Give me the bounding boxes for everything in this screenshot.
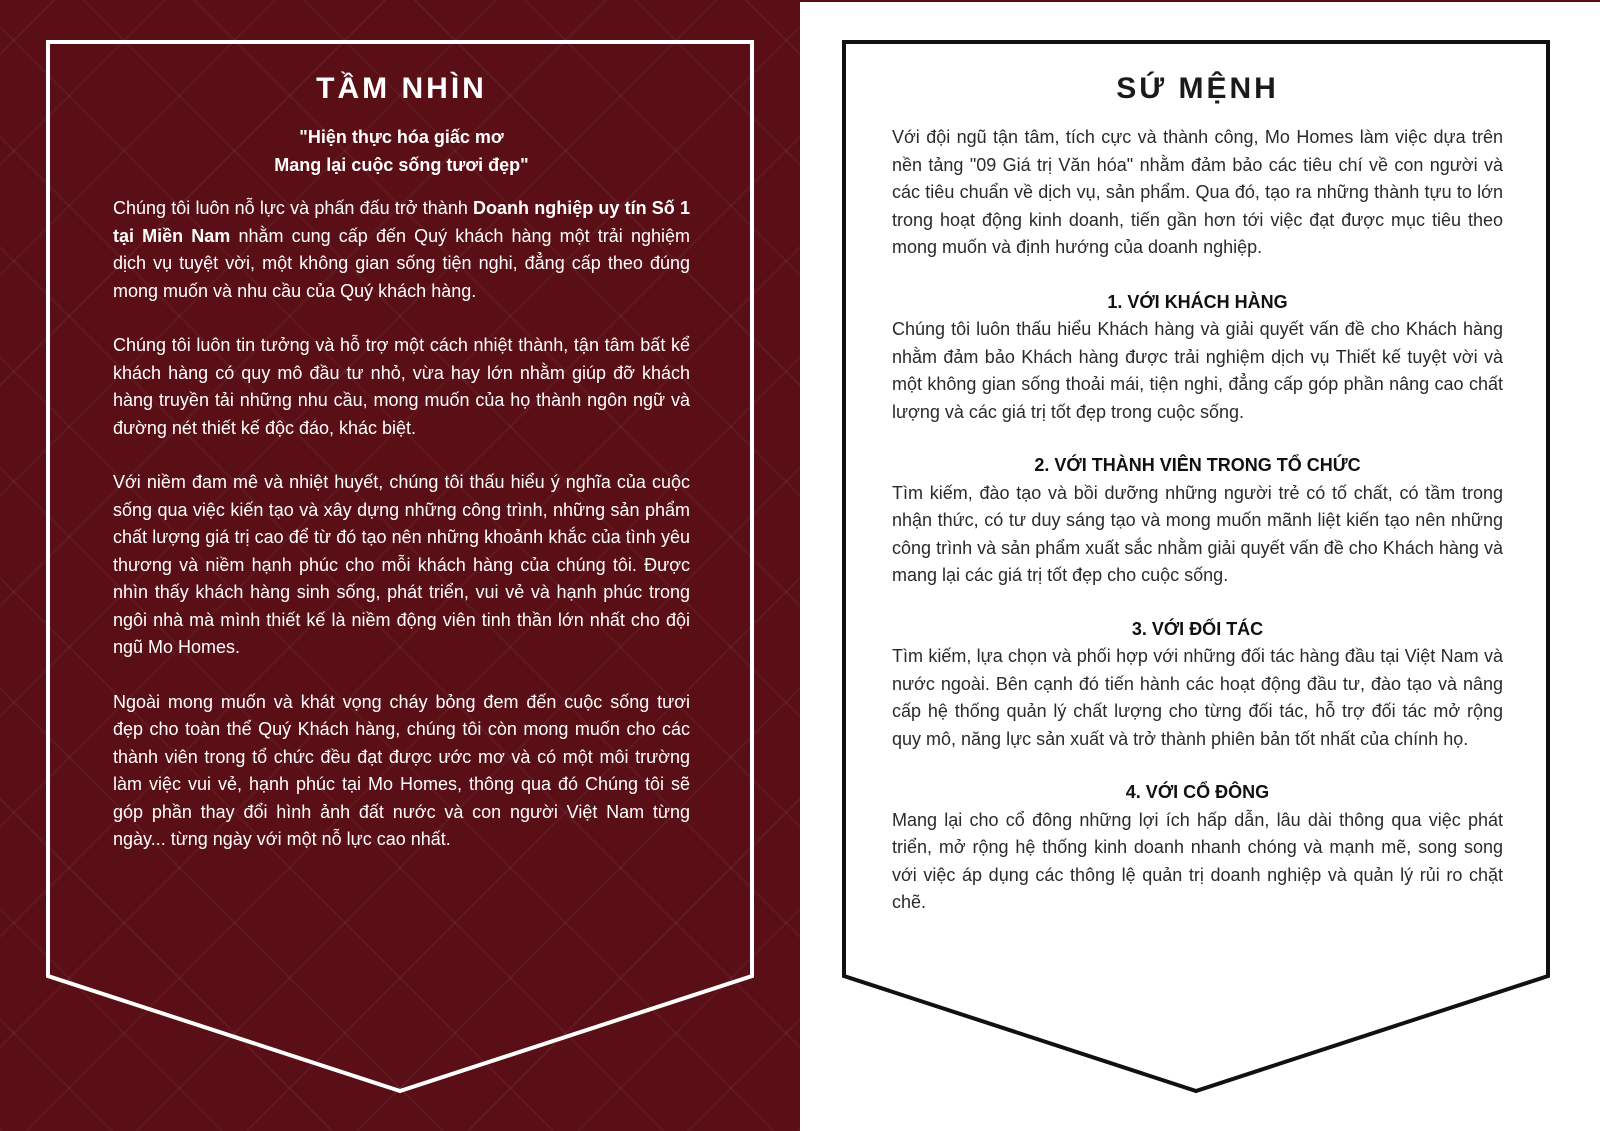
vision-content [113,72,690,881]
mission-section-partners [892,616,1503,754]
vision-quote-line1: "Hiện thực hóa giấc mơ [299,127,504,147]
mission-section-text: Mang lại cho cổ đông những lợi ích hấp dẫn, lâu dài thông qua việc phát triển, mở rộng hệ thống kinh doanh nhanh chóng và mạnh mẽ, song song với việc áp dụng các thông lệ quản trị doanh nghiệp và quản lý rủi ro chặt chẽ. [892,809,1503,912]
mission-section-text: Tìm kiếm, đào tạo và bồi dưỡng những người trẻ có tố chất, có tầm trong nhận thức, có tư duy sáng tạo và mong muốn mãnh liệt kiến tạo nên những công trình và sản phẩm xuất sắc nhằm giải quyết vấn đề cho Khách hàng và mang lại các giá trị tốt đẹp cho cuộc sống. [892,482,1503,585]
vision-title: TẦM NHÌN [316,72,487,105]
mission-section-title: 1. VỚI KHÁCH HÀNG [1107,291,1288,312]
vision-p1-text-end: nhằm cung cấp đến Quý khách hàng một trải nghiệm dịch vụ tuyệt vời, một không gian sống tiện nghi, đẳng cấp theo đúng mong muốn và nhu cầu của Quý khách hàng. [113,225,690,301]
mission-section-title: 2. VỚI THÀNH VIÊN TRONG TỔ CHỨC [1034,455,1361,475]
vision-quote [113,124,690,179]
vision-paragraph-1 [113,195,690,305]
vision-quote-line2: Mang lại cuộc sống tươi đẹp" [274,154,529,175]
mission-intro: Với đội ngũ tận tâm, tích cực và thành công, Mo Homes làm việc dựa trên nền tảng "09 Giá trị Văn hóa" nhằm đảm bảo các tiêu chí về con người và các tiêu chuẩn về dịch vụ, sản phẩm. Qua đó, tạo ra những thành tựu to lớn trong hoạt động kinh doanh, tiến gần hơn tới việc đạt được mục tiêu theo mong muốn và định hướng của doanh nghiệp. [892,127,1503,257]
mission-section-title: 4. VỚI CỔ ĐÔNG [1125,782,1270,802]
vision-p1-highlight: Doanh nghiệp uy tín Số 1 tại Miền Nam [113,198,691,246]
mission-section-text: Tìm kiếm, lựa chọn và phối hợp với những đối tác hàng đầu tại Việt Nam và nước ngoài. Bên cạnh đó tiến hành các hoạt động đầu tư, đào tạo và nâng cấp hệ thống quản lý chất lượng cho từng đối tác, hỗ trợ đối tác mở rộng quy mô, năng lực sản xuất và trở thành phiên bản tốt nhất của chính họ. [892,646,1503,749]
vision-paragraph-2: Chúng tôi luôn tin tưởng và hỗ trợ một cách nhiệt thành, tận tâm bất kể khách hàng có quy mô đầu tư nhỏ, vừa hay lớn nhằm giúp đỡ khách hàng truyền tải những nhu cầu, mong muốn của họ thành ngôn ngữ và đường nét thiết kế độc đáo, khác biệt. [113,335,690,438]
mission-section-customers [892,289,1503,427]
vision-paragraph-4: Ngoài mong muốn và khát vọng cháy bỏng đem đến cuộc sống tươi đẹp cho toàn thể Quý Khách hàng, chúng tôi còn mong muốn cho các thành viên trong tổ chức đều đạt được ước mơ và có một môi trường làm việc vui vẻ, hạnh phúc tại Mo Homes, thông qua đó Chúng tôi sẽ góp phần thay đổi hình ảnh đất nước và con người Việt Nam từng ngày... từng ngày với một nỗ lực cao nhất. [113,691,690,849]
vision-p1-text: Chúng tôi luôn nỗ lực và phấn đấu trở thành [113,198,474,218]
vision-paragraph-3: Với niềm đam mê và nhiệt huyết, chúng tôi thấu hiểu ý nghĩa của cuộc sống qua việc kiến tạo và xây dựng những công trình, những sản phẩm chất lượng giá trị cao để từ đó tạo nên những khoảnh khắc của tình yêu thương và niềm hạnh phúc cho mỗi khách hàng của chúng tôi. Được nhìn thấy khách hàng sinh sống, phát triển, vui vẻ và hạnh phúc trong ngôi nhà mà mình thiết kế là niềm động viên tinh thần lớn nhất cho đội ngũ Mo Homes. [113,472,690,657]
mission-section-members [892,452,1503,590]
mission-section-title: 3. VỚI ĐỐI TÁC [1131,618,1264,639]
mission-section-text: Chúng tôi luôn thấu hiểu Khách hàng và giải quyết vấn đề cho Khách hàng nhằm đảm bảo Khách hàng được trải nghiệm dịch vụ Thiết kế tuyệt vời và một không gian sống thoải mái, tiện nghi, đẳng cấp góp phần nâng cao chất lượng và các giá trị tốt đẹp trong cuộc sống. [892,319,1503,422]
mission-title: SỨ MỆNH [1116,72,1279,105]
mission-section-shareholders [892,779,1503,917]
mission-content [892,72,1503,943]
